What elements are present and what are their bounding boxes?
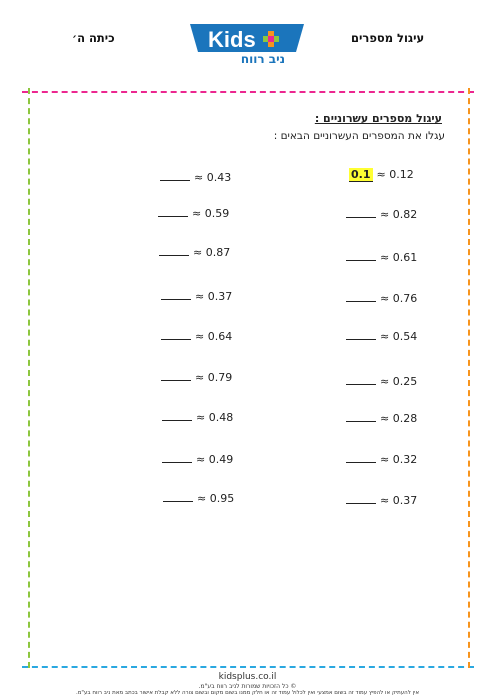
exercise-left-5	[161, 329, 232, 343]
exercise-expression: ≈ 0.37	[195, 290, 233, 303]
worksheet-subject: עיגול מספרים	[351, 31, 425, 45]
exercise-expression: ≈ 0.82	[380, 208, 418, 221]
exercise-expression: ≈ 0.54	[380, 330, 418, 343]
answer-field[interactable]	[346, 374, 376, 385]
frame-top-border	[22, 91, 474, 93]
exercise-right-3	[346, 250, 417, 264]
answer-field[interactable]	[161, 289, 191, 300]
exercise-left-8	[162, 452, 233, 466]
answer-field[interactable]	[158, 206, 188, 217]
logo-word: Kids	[208, 27, 256, 52]
exercise-expression: ≈ 0.37	[380, 494, 418, 507]
exercise-right-9	[346, 493, 417, 507]
answer-field[interactable]	[163, 491, 193, 502]
exercise-expression: ≈ 0.76	[380, 292, 418, 305]
answer-field[interactable]	[346, 207, 376, 218]
exercise-expression: ≈ 0.59	[192, 207, 230, 220]
instructions: עגלו את המספרים העשרוניים הבאים :	[273, 130, 445, 142]
exercise-right-1	[349, 168, 414, 182]
exercise-right-8	[346, 452, 417, 466]
exercise-right-4	[346, 291, 417, 305]
exercise-left-1	[160, 170, 231, 184]
exercise-expression: ≈ 0.43	[194, 171, 232, 184]
exercise-expression: ≈ 0.28	[380, 412, 418, 425]
exercise-expression: ≈ 0.12	[376, 168, 414, 181]
answer-field[interactable]	[346, 250, 376, 261]
answer-field[interactable]	[346, 493, 376, 504]
exercise-expression: ≈ 0.25	[380, 375, 418, 388]
exercise-left-7	[162, 410, 233, 424]
answer-field[interactable]	[161, 370, 191, 381]
answer-field[interactable]	[162, 410, 192, 421]
answer-field[interactable]	[160, 170, 190, 181]
footer-website-link[interactable]: kidsplus.co.il	[218, 672, 277, 682]
answer-field[interactable]: 0.1	[351, 168, 371, 181]
section-title: עיגול מספרים עשרוניים :	[314, 112, 442, 125]
exercise-expression: ≈ 0.87	[193, 246, 231, 259]
answer-field[interactable]	[346, 329, 376, 340]
exercise-expression: ≈ 0.32	[380, 453, 418, 466]
logo-subtitle: ניב רווח	[240, 52, 286, 66]
answer-field[interactable]	[346, 291, 376, 302]
exercise-expression: ≈ 0.95	[197, 492, 235, 505]
exercise-expression: ≈ 0.79	[195, 371, 233, 384]
frame-left-border	[28, 88, 30, 668]
exercise-right-7	[346, 411, 417, 425]
frame-bottom-border	[22, 666, 474, 668]
exercise-right-6	[346, 374, 417, 388]
exercise-right-5	[346, 329, 417, 343]
exercise-left-3	[159, 245, 230, 259]
footer-copyright: © כל הזכויות שמורות לניב רווח בע"מ.	[198, 683, 297, 690]
exercise-left-6	[161, 370, 232, 384]
exercise-expression: ≈ 0.64	[195, 330, 233, 343]
exercise-left-9	[163, 491, 234, 505]
exercise-expression: ≈ 0.49	[196, 453, 234, 466]
answer-field[interactable]	[159, 245, 189, 256]
answer-field[interactable]	[346, 452, 376, 463]
answer-field[interactable]	[346, 411, 376, 422]
grade-label: כיתה ה׳	[72, 31, 115, 45]
answer-field[interactable]	[162, 452, 192, 463]
exercise-expression: ≈ 0.61	[380, 251, 418, 264]
exercise-right-2	[346, 207, 417, 221]
answer-field[interactable]	[161, 329, 191, 340]
exercise-expression: ≈ 0.48	[196, 411, 234, 424]
frame-right-border	[468, 88, 470, 668]
exercise-left-4	[161, 289, 232, 303]
exercise-left-2	[158, 206, 229, 220]
footer-legal-notice: אין להעתיק או להפיץ עמוד זה בשום אמצעי ואין לכלול עמוד זה או חלק ממנו בשום מקום ובשום צורה ללא קבלת אישור בכתב מאת ניב רווח בע"מ.	[75, 690, 420, 696]
